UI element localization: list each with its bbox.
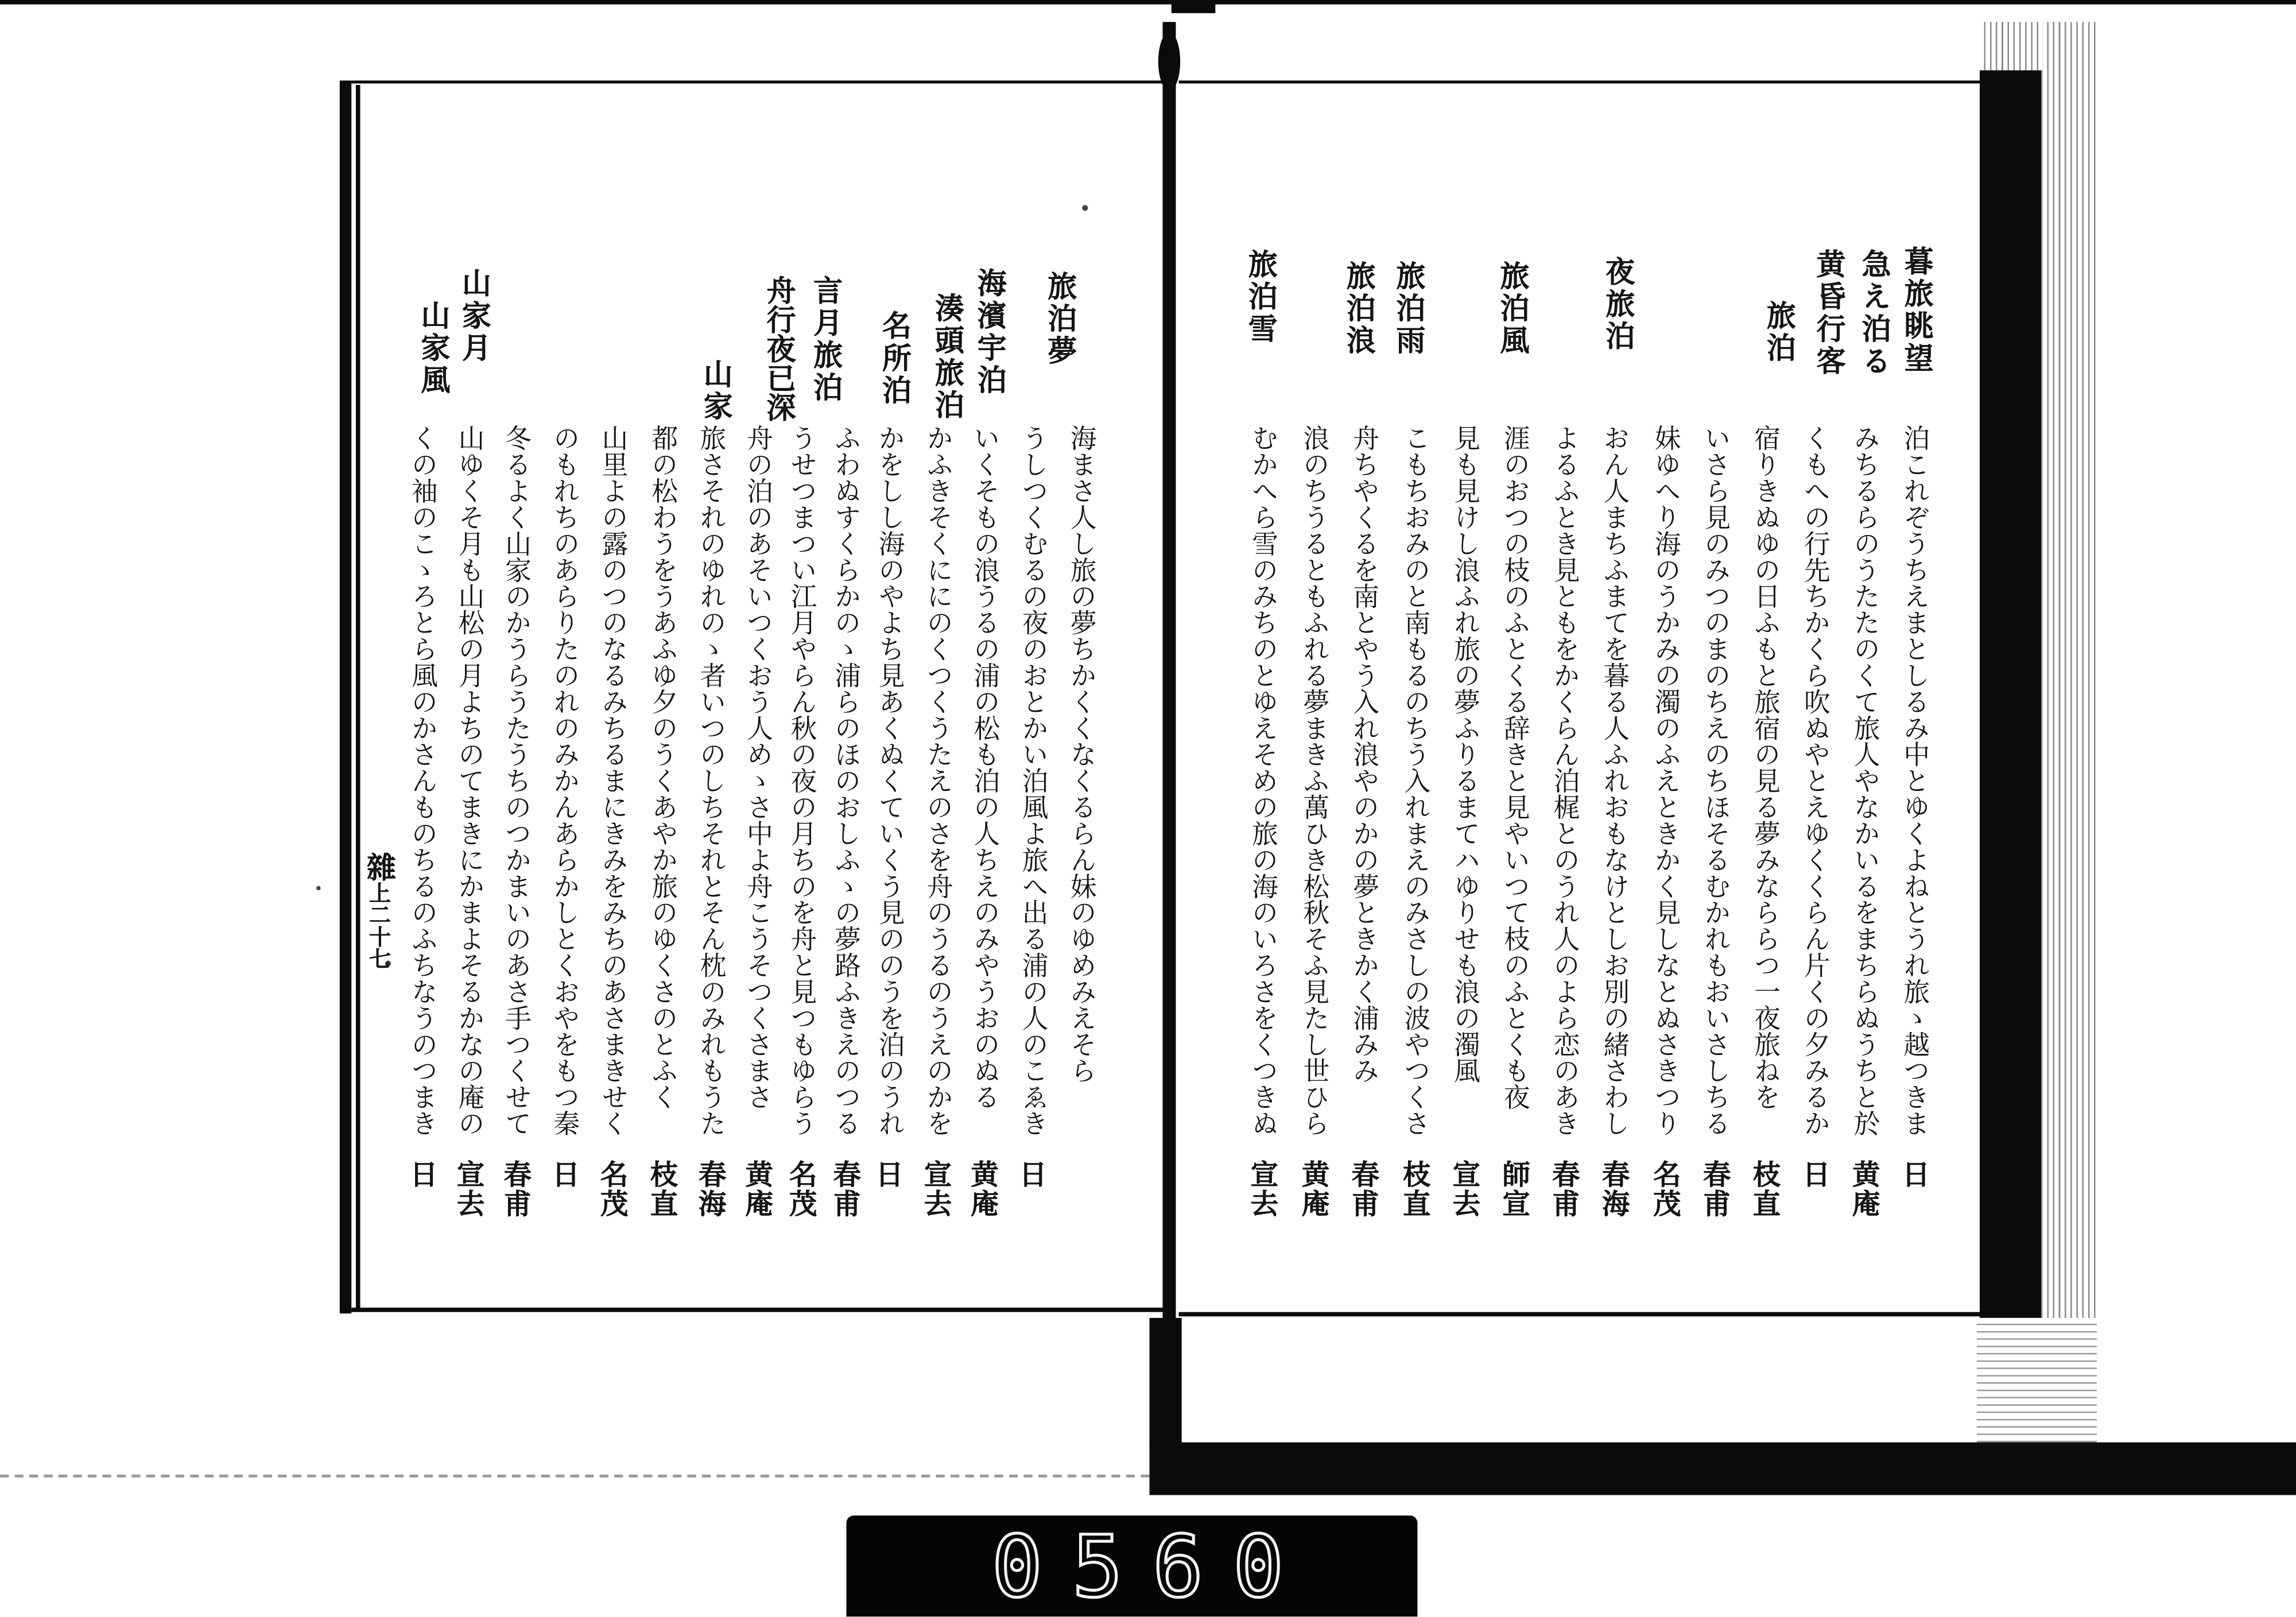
left-page-top-edge xyxy=(351,80,1165,83)
gutter-line xyxy=(1163,22,1176,1464)
poem-title: 旅泊浪 xyxy=(1341,261,1376,358)
poem-author: 宣去 xyxy=(1246,1160,1279,1219)
right-page-top-edge xyxy=(1179,80,1981,83)
poem-author: 春甫 xyxy=(1347,1160,1380,1219)
fore-edge-pages xyxy=(2041,22,2097,1442)
page-block-bottom xyxy=(1977,1318,2097,1442)
poem-title: 旅泊雨 xyxy=(1391,261,1426,358)
poem-author: 日 xyxy=(1898,1160,1930,1189)
poem-author: 春甫 xyxy=(828,1160,861,1219)
poem-text: 宿りきぬゆの日ふもと旅宿の見る夢みなららつ一夜旅ねを xyxy=(1750,424,1781,1110)
bottom-cover-edge xyxy=(1150,1442,2296,1495)
right-page-bottom-edge xyxy=(1179,1312,1981,1317)
poem-author: 日 xyxy=(548,1160,580,1189)
poem-title: 暮旅眺望 xyxy=(1899,246,1934,375)
poem-author: 枝直 xyxy=(645,1160,678,1219)
ink-speck xyxy=(316,886,321,890)
poem-author: 日 xyxy=(405,1160,438,1189)
poem-text: おん人まちふまてを暮る人ふれおもなけとしお別の緒さわし xyxy=(1599,424,1630,1137)
poem-text: 山里よの露のつのなるみちるまにきみをみちのあさまきせく xyxy=(597,424,629,1137)
poem-author: 日 xyxy=(871,1160,903,1189)
poem-author: 春甫 xyxy=(1548,1160,1580,1219)
poem-title: 夜旅泊 xyxy=(1600,256,1636,353)
poem-text: 泊これぞうちえまとしるみ中とゆくよねとうれ旅ゝ越つきま xyxy=(1899,424,1930,1137)
gutter-bottom-block xyxy=(1150,1318,1182,1450)
poem-text: 都の松わうをうあふゆ夕のうくあやか旅のゆくさのとふく xyxy=(647,424,678,1110)
poem-text: 見も見けし浪ふれ旅の夢ふりるまてハゆりせも浪の濁風 xyxy=(1449,424,1481,1084)
poem-author: 黄庵 xyxy=(1848,1160,1880,1219)
poem-author: 春甫 xyxy=(499,1160,532,1219)
poem-title: 湊頭旅泊 xyxy=(929,293,965,422)
poem-title: 山家月 xyxy=(456,267,492,365)
poem-title: 旅泊夢 xyxy=(1042,270,1078,368)
poem-author: 春海 xyxy=(694,1160,727,1219)
poem-text: いくそもの浪うるの浦の松も泊の人ちえのみやうおのぬる xyxy=(969,424,1000,1110)
poem-text: 涯のおつの枝のふとくる辞きと見やいつて枝のふとくも夜 xyxy=(1499,424,1530,1110)
poem-author: 名茂 xyxy=(596,1160,629,1219)
poem-author: 宣去 xyxy=(920,1160,952,1219)
poem-title: 黄昏行客 xyxy=(1811,249,1847,378)
poem-text: くの袖のこゝろとら風のかさんものちるのふちなうのつまき xyxy=(407,424,438,1137)
fore-edge-top xyxy=(1984,22,2043,70)
poem-author: 黄庵 xyxy=(966,1160,999,1219)
folio-section-mark: 雜 xyxy=(362,852,397,882)
poem-text: 浪のちうるともふれる夢まきふ萬ひき松秋そふ見たし世ひら xyxy=(1298,424,1330,1137)
fore-edge-shadow xyxy=(1980,70,2041,1317)
poem-author: 名茂 xyxy=(785,1160,817,1219)
poem-text: ふわぬすくらかのゝ浦らのほのおしふゝの夢路ふきえのつる xyxy=(830,424,861,1137)
poem-author: 春海 xyxy=(1597,1160,1630,1219)
poem-author: 枝直 xyxy=(1398,1160,1431,1219)
poem-text: 海まさ人し旅の夢ちかくくなくるらん妹のゆめみえそら xyxy=(1066,424,1097,1084)
bottom-left-scan-edge xyxy=(0,1475,1150,1478)
poem-text: のもれちのあらりたのれのみかんあらかしとくおやをもつ秦 xyxy=(549,424,580,1137)
poem-text: 旅さそれのゆれのゝ者いつのしちそれとそん枕のみれもうた xyxy=(695,424,727,1137)
poem-author: 宣去 xyxy=(452,1160,485,1219)
scan-top-edge xyxy=(0,0,2296,5)
poem-author: 春甫 xyxy=(1698,1160,1731,1219)
poem-text: 山ゆくそ月も山松の月よちのてまきにかまよそるかなの庵の xyxy=(453,424,485,1137)
gutter-top-spindle xyxy=(1158,32,1180,91)
poem-title: 旅泊雪 xyxy=(1243,249,1279,346)
poem-author: 宣去 xyxy=(1448,1160,1481,1219)
poem-title: 旅泊風 xyxy=(1495,261,1530,358)
poem-title: 言月旅泊 xyxy=(808,275,844,405)
folio-label xyxy=(362,852,397,970)
poem-text: むかへら雪のみちのとゆえそめの旅の海のいろさをくつきぬ xyxy=(1247,424,1279,1137)
poem-text: 舟ちやくるを南とやう入れ浪やのかの夢ときかく浦みみ xyxy=(1348,424,1380,1084)
poem-text: みちるらのうたたのくて旅人やなかいるをまちらぬうちと於 xyxy=(1849,424,1880,1137)
poem-text: 妹ゆへり海のうかみの濁のふえときかく見しなとぬさきつり xyxy=(1650,424,1681,1137)
poem-author: 師宣 xyxy=(1498,1160,1530,1219)
poem-author: 枝直 xyxy=(1748,1160,1781,1219)
left-page-inner-border xyxy=(356,85,360,1309)
poem-text: 舟の泊のあそいつくおう人めゝさ中よ舟こうそつくさまさ xyxy=(742,424,773,1110)
poem-author: 名茂 xyxy=(1649,1160,1681,1219)
poem-text: よるふとき見ともをかくらん泊梶とのうれ人のよら恋のあき xyxy=(1549,424,1580,1137)
ink-speck xyxy=(1082,205,1088,211)
poem-text: うしつくむるの夜のおとかい泊風よ旅へ出る浦の人のこゑき xyxy=(1017,424,1049,1137)
poem-text: うせつまつい江月やらん秋の夜の月ちのを舟と見つもゆらう xyxy=(786,424,817,1137)
folio-number: 上二十七 xyxy=(366,881,393,970)
poem-text: こもちおみのと南もるのちう入れまえのみさしの波やつくさ xyxy=(1399,424,1431,1137)
poem-author: 日 xyxy=(1014,1160,1047,1189)
poem-text: くもへの行先ちかくら吹ぬやとえゆくくらん片くの夕みるか xyxy=(1799,424,1830,1137)
poem-text: 冬るよく山家のかうらうたうちのつかまいのあさ手つくせて xyxy=(501,424,532,1137)
poem-title: 山家風 xyxy=(416,300,451,397)
poem-author: 黄庵 xyxy=(1297,1160,1330,1219)
poem-title: 旅泊 xyxy=(1761,300,1797,365)
left-page-bottom-edge xyxy=(351,1308,1165,1312)
poem-title: 山家 xyxy=(698,358,734,424)
poem-title: 名所泊 xyxy=(877,310,913,408)
poem-text: いさら見のみつのまのちえのちほそるむかれもおいさしちる xyxy=(1700,424,1731,1137)
poem-title: 海濱宇泊 xyxy=(972,267,1008,397)
poem-title: 急え泊る xyxy=(1856,249,1892,378)
poem-author: 日 xyxy=(1798,1160,1830,1189)
poem-title: 舟行夜已深 xyxy=(761,275,797,422)
poem-text: かふきそくににのくつくうたえのさを舟のうるのうえのかを xyxy=(922,424,953,1137)
left-page-binding-border xyxy=(340,80,351,1313)
archive-number: 0560 xyxy=(991,1517,1313,1617)
scan-top-mark xyxy=(1172,0,1216,13)
poem-text: かをしし海のやよち見あくぬくていくう見ののうを泊のうれ xyxy=(874,424,905,1137)
poem-author: 黄庵 xyxy=(740,1160,773,1219)
